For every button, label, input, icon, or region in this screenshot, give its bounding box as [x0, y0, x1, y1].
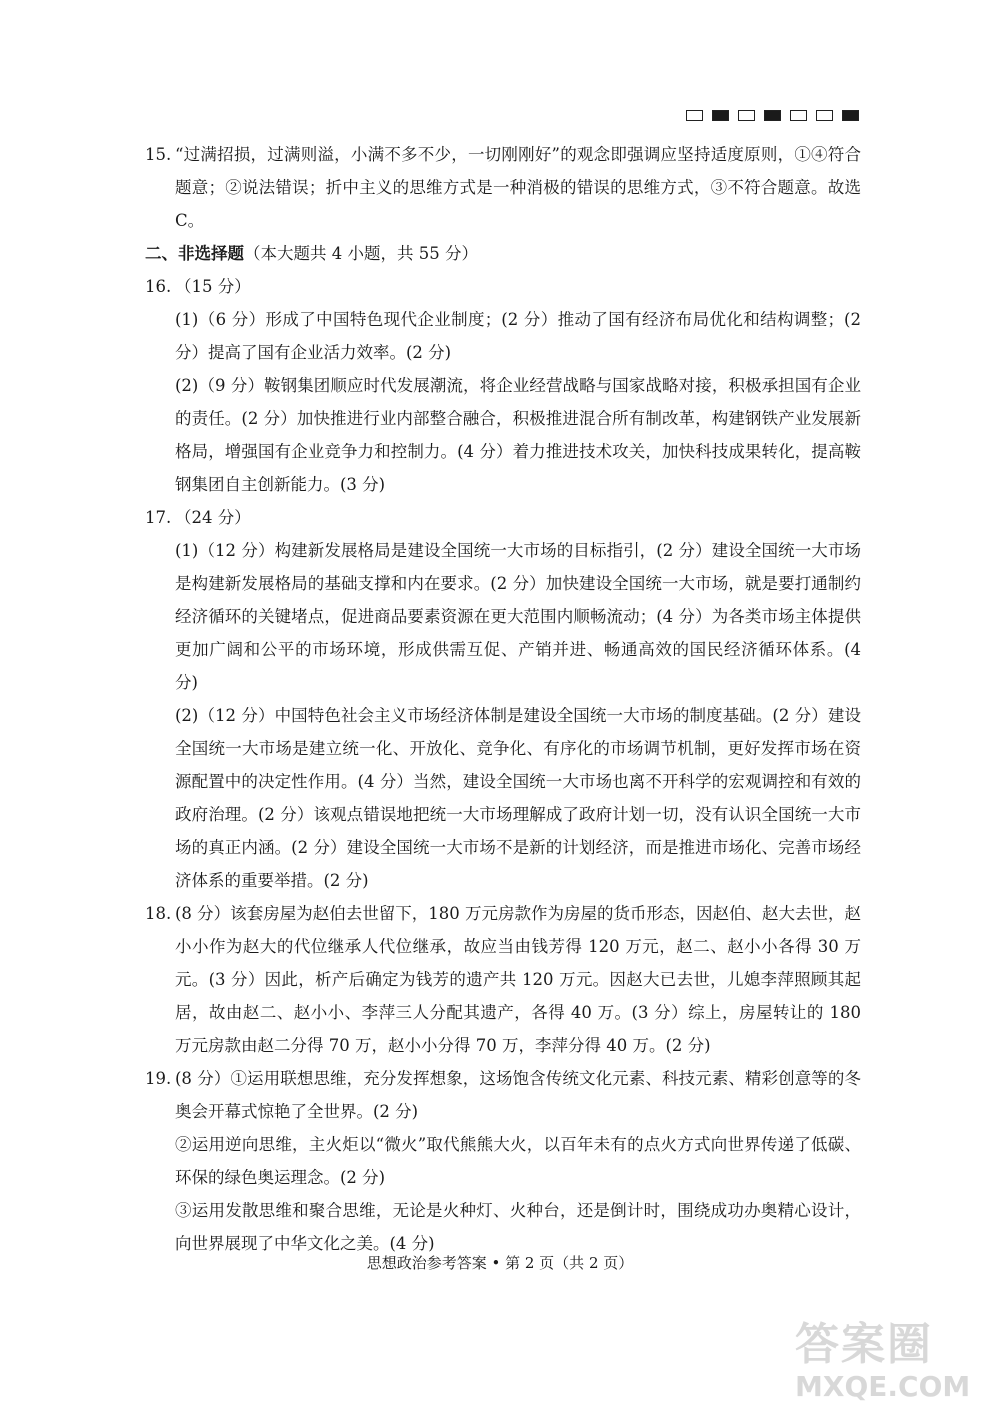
- q17-part-2: (2)（12 分）中国特色社会主义市场经济体制是建设全国统一大市场的制度基础。(2 分）建设全国统一大市场是建立统一化、开放化、竞争化、有序化的市场调节机制，更好发挥市场在资源配置中的决定性作用。(4 分）当然，建设全国统一大市场也离不开科学的宏观调控和有效的政府治理。(2 分）该观点错误地把统一大市场理解成了政府计划一切，没有认识全国统一大市场的真正内涵。(2 分）建设全国统一大市场不是新的计划经济，而是推进市场化、完善市场经济体系的重要举措。(2 分): [175, 706, 861, 890]
- question-15: [145, 138, 861, 237]
- question-score: （24 分）: [175, 508, 251, 527]
- header-mark: [686, 110, 703, 121]
- header-mark: [764, 110, 781, 121]
- section-note: （本大题共 4 小题，共 55 分）: [244, 244, 478, 263]
- watermark-logo: 答案圈: [795, 1319, 933, 1370]
- answer-text: (8 分）①运用联想思维，充分发挥想象，这场饱含传统文化元素、科技元素、精彩创意等的冬奥会开幕式惊艳了全世界。(2 分): [175, 1069, 861, 1121]
- question-19: [145, 1062, 861, 1128]
- q19-point-2: ②运用逆向思维，主火炬以“微火”取代熊熊大火，以百年未有的点火方式向世界传递了低碳、环保的绿色奥运理念。(2 分): [175, 1135, 861, 1187]
- header-mark: [816, 110, 833, 121]
- header-mark: [842, 110, 859, 121]
- q17-part-1: (1)（12 分）构建新发展格局是建设全国统一大市场的目标指引，(2 分）建设全国统一大市场是构建新发展格局的基础支撑和内在要求。(2 分）加快建设全国统一大市场，就是要打通制约经济循环的关键堵点，促进商品要素资源在更大范围内顺畅流动；(4 分）为各类市场主体提供更加广阔和公平的市场环境，形成供需互促、产销并进、畅通高效的国民经济循环体系。(4 分): [175, 541, 861, 692]
- question-number: 17.: [145, 508, 172, 527]
- q16-part-1: (1)（6 分）形成了中国特色现代企业制度；(2 分）推动了国有经济布局优化和结构调整；(2 分）提高了国有企业活力效率。(2 分): [175, 310, 861, 362]
- header-mark: [712, 110, 729, 121]
- header-mark: [738, 110, 755, 121]
- question-16-header: [145, 270, 861, 303]
- question-18: [145, 897, 861, 1062]
- header-mark: [790, 110, 807, 121]
- question-number: 16.: [145, 277, 172, 296]
- question-score: （15 分）: [175, 277, 251, 296]
- watermark-site: MXQE.COM: [795, 1370, 971, 1403]
- section-heading: [145, 237, 861, 270]
- page-footer: 思想政治参考答案 • 第 2 页（共 2 页）: [366, 1254, 634, 1272]
- q19-point-3: ③运用发散思维和聚合思维，无论是火种灯、火种台，还是倒计时，围绕成功办奥精心设计，向世界展现了中华文化之美。(4 分): [175, 1201, 861, 1253]
- question-number: 15.: [145, 145, 172, 164]
- question-17-header: [145, 501, 861, 534]
- watermark: [795, 1320, 995, 1415]
- question-number: 18.: [145, 904, 172, 923]
- answer-text: (8 分）该套房屋为赵伯去世留下，180 万元房款作为房屋的货币形态，因赵伯、赵大去世，赵小小作为赵大的代位继承人代位继承，故应当由钱芳得 120 万元，赵二、赵小小各得 30 万元。(3 分）因此，析产后确定为钱芳的遗产共 120 万元。因赵大已去世，儿媳李萍照顾其起居，故由赵二、赵小小、李萍三人分配其遗产，各得 40 万。(3 分）综上，房屋转让的 180 万元房款由赵二分得 70 万，赵小小分得 70 万，李萍分得 40 万。(2 分): [175, 904, 861, 1055]
- answer-content: [145, 138, 861, 1260]
- section-title: 二、非选择题: [145, 244, 244, 263]
- header-marks: [686, 110, 859, 121]
- answer-text: “过满招损，过满则溢，小满不多不少，一切刚刚好”的观念即强调应坚持适度原则，①④符合题意；②说法错误；折中主义的思维方式是一种消极的错误的思维方式，③不符合题意。故选 C。: [175, 145, 861, 230]
- q16-part-2: (2)（9 分）鞍钢集团顺应时代发展潮流，将企业经营战略与国家战略对接，积极承担国有企业的责任。(2 分）加快推进行业内部整合融合，积极推进混合所有制改革，构建钢铁产业发展新格局，增强国有企业竞争力和控制力。(4 分）着力推进技术攻关，加快科技成果转化，提高鞍钢集团自主创新能力。(3 分): [175, 376, 861, 494]
- question-number: 19.: [145, 1069, 172, 1088]
